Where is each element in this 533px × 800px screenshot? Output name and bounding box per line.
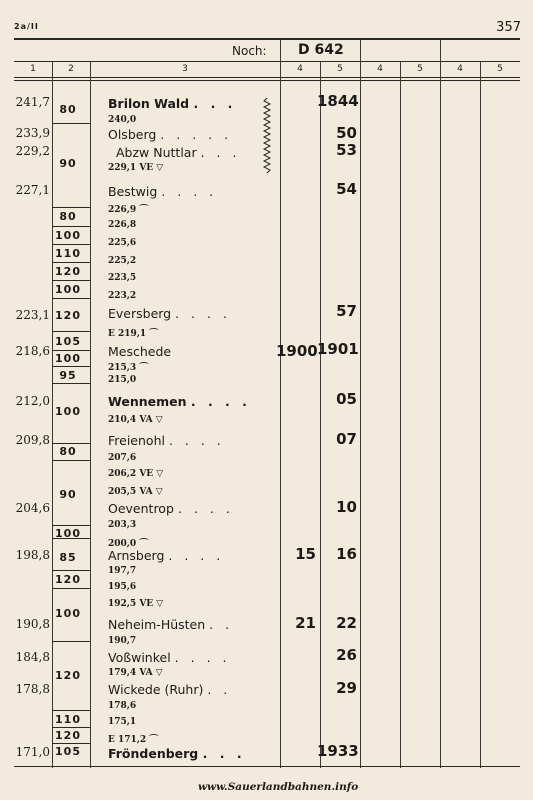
station-name: Fröndenberg . . . <box>108 746 246 761</box>
sub-km-entry: 192,5 VE ▽ <box>108 599 164 609</box>
sub-km-entry: 223,2 <box>108 291 137 301</box>
speed-segment-line <box>52 280 90 281</box>
column-divider <box>360 40 361 768</box>
departure-time: 54 <box>336 180 357 198</box>
station-name: Meschede <box>108 344 172 359</box>
departure-time: 1844 <box>317 92 359 110</box>
column-divider <box>280 40 281 768</box>
departure-time: 29 <box>336 679 357 697</box>
speed-limit: 90 <box>59 488 77 501</box>
speed-segment-line <box>52 743 90 744</box>
speed-limit: 100 <box>55 229 81 242</box>
km-marker: 184,8 <box>15 650 50 664</box>
sub-km-entry: 215,0 <box>108 375 137 385</box>
speed-limit: 100 <box>55 283 81 296</box>
sub-km-entry: 240,0 <box>108 115 137 125</box>
station-name: Eversberg . . . . <box>108 306 231 321</box>
sub-km-entry: 207,6 <box>108 453 137 463</box>
speed-segment-line <box>52 244 90 245</box>
km-marker: 212,0 <box>15 394 50 408</box>
sub-km-entry: 190,7 <box>108 636 137 646</box>
station-name: Wennemen . . . . <box>108 394 251 409</box>
sub-km-entry: E 171,2 ⌒ <box>108 735 159 745</box>
sub-km-entry: 195,6 <box>108 582 137 592</box>
column-divider <box>400 62 401 768</box>
sub-km-entry: 175,1 <box>108 717 137 727</box>
speed-segment-line <box>52 383 90 384</box>
speed-segment-line <box>52 350 90 351</box>
sub-km-entry: 203,3 <box>108 520 137 530</box>
column-divider <box>90 62 91 768</box>
station-name: Voßwinkel . . . . <box>108 650 231 665</box>
departure-time: 1933 <box>317 742 359 760</box>
table-top-rule <box>14 38 520 40</box>
station-name: Brilon Wald . . . <box>108 96 237 111</box>
speed-limit: 120 <box>55 265 81 278</box>
km-marker: 171,0 <box>15 745 50 759</box>
departure-time: 22 <box>336 614 357 632</box>
train-number: D 642 <box>298 42 344 58</box>
km-marker: 190,8 <box>15 617 50 631</box>
station-name: Abzw Nuttlar . . . <box>116 145 241 160</box>
page-number: 357 <box>496 20 521 35</box>
column-number: 5 <box>417 64 423 74</box>
departure-time: 16 <box>336 545 357 563</box>
speed-segment-line <box>52 525 90 526</box>
speed-segment-line <box>52 588 90 589</box>
departure-time: 1901 <box>317 340 359 358</box>
km-marker: 223,1 <box>15 308 50 322</box>
column-divider <box>480 62 481 768</box>
departure-time: 26 <box>336 646 357 664</box>
sub-km-entry: 197,7 <box>108 566 137 576</box>
sub-km-entry: 225,2 <box>108 256 137 266</box>
speed-limit: 105 <box>55 335 81 348</box>
speed-limit: 120 <box>55 573 81 586</box>
station-name: Bestwig . . . . <box>108 184 218 199</box>
km-marker: 241,7 <box>15 95 50 109</box>
speed-limit: 120 <box>55 669 81 682</box>
column-number: 1 <box>30 64 36 74</box>
speed-segment-line <box>52 641 90 642</box>
speed-segment-line <box>52 460 90 461</box>
speed-limit: 100 <box>55 352 81 365</box>
speed-segment-line <box>52 207 90 208</box>
station-name: Arnsberg . . . . <box>108 548 225 563</box>
km-marker: 227,1 <box>15 183 50 197</box>
sub-km-entry: 179,4 VA ▽ <box>108 668 163 678</box>
speed-segment-line <box>52 331 90 332</box>
speed-segment-line <box>52 727 90 728</box>
column-number: 3 <box>182 64 188 74</box>
departure-time: 50 <box>336 124 357 142</box>
station-name: Freienohl . . . . <box>108 433 225 448</box>
speed-limit: 80 <box>59 445 77 458</box>
speed-limit: 120 <box>55 729 81 742</box>
arrival-time: 15 <box>295 545 316 563</box>
noch-label: Noch: <box>232 44 267 58</box>
km-marker: 229,2 <box>15 144 50 158</box>
column-number: 5 <box>337 64 343 74</box>
km-marker: 233,9 <box>15 126 50 140</box>
arrival-time: 21 <box>295 614 316 632</box>
column-number: 5 <box>497 64 503 74</box>
speed-segment-line <box>52 298 90 299</box>
speed-limit: 100 <box>55 527 81 540</box>
departure-time: 07 <box>336 430 357 448</box>
station-name: Wickede (Ruhr) . . <box>108 682 232 697</box>
departure-time: 10 <box>336 498 357 516</box>
table-bottom-rule <box>14 766 520 767</box>
speed-limit: 120 <box>55 309 81 322</box>
departure-time: 05 <box>336 390 357 408</box>
station-name: Olsberg . . . . . <box>108 127 233 142</box>
speed-limit: 95 <box>59 369 77 382</box>
column-number: 4 <box>297 64 303 74</box>
sub-km-entry: 178,6 <box>108 701 137 711</box>
sub-km-entry: 226,8 <box>108 220 137 230</box>
departure-time: 57 <box>336 302 357 320</box>
km-marker: 209,8 <box>15 433 50 447</box>
speed-segment-line <box>52 123 90 124</box>
departure-time: 53 <box>336 141 357 159</box>
sub-km-entry: 210,4 VA ▽ <box>108 415 163 425</box>
speed-segment-line <box>52 226 90 227</box>
speed-limit: 100 <box>55 405 81 418</box>
speed-limit: 90 <box>59 157 77 170</box>
watermark-text: www.Sauerlandbahnen.info <box>198 781 359 793</box>
km-marker: 218,6 <box>15 344 50 358</box>
speed-limit: 80 <box>59 210 77 223</box>
sub-km-entry: 225,6 <box>108 238 137 248</box>
speed-segment-line <box>52 262 90 263</box>
arrival-time: 1900 <box>276 342 318 360</box>
column-divider <box>440 40 441 768</box>
station-name: Oeventrop . . . . <box>108 501 234 516</box>
speed-segment-line <box>52 443 90 444</box>
km-marker: 204,6 <box>15 501 50 515</box>
km-marker: 198,8 <box>15 548 50 562</box>
section-label: 2a/II <box>14 22 39 31</box>
station-name: Neheim-Hüsten . . <box>108 617 234 632</box>
km-marker: 178,8 <box>15 682 50 696</box>
zigzag-marker-icon <box>262 98 272 174</box>
sub-km-entry: 215,3 ⌒ <box>108 363 149 373</box>
column-number: 4 <box>457 64 463 74</box>
column-number: 2 <box>68 64 74 74</box>
sub-km-entry: 206,2 VE ▽ <box>108 469 164 479</box>
speed-limit: 100 <box>55 607 81 620</box>
speed-limit: 85 <box>59 551 77 564</box>
speed-segment-line <box>52 570 90 571</box>
sub-km-entry: E 219,1 ⌒ <box>108 329 159 339</box>
speed-limit: 110 <box>55 713 81 726</box>
sub-km-entry: 200,0 ⌒ <box>108 539 149 549</box>
sub-km-entry: 226,9 ⌒ <box>108 205 149 215</box>
speed-limit: 105 <box>55 745 81 758</box>
speed-segment-line <box>52 710 90 711</box>
speed-segment-line <box>52 366 90 367</box>
column-number: 4 <box>377 64 383 74</box>
sub-km-entry: 229,1 VE ▽ <box>108 163 164 173</box>
speed-limit: 80 <box>59 103 77 116</box>
speed-limit: 110 <box>55 247 81 260</box>
sub-km-entry: 223,5 <box>108 273 137 283</box>
sub-km-entry: 205,5 VA ▽ <box>108 487 163 497</box>
